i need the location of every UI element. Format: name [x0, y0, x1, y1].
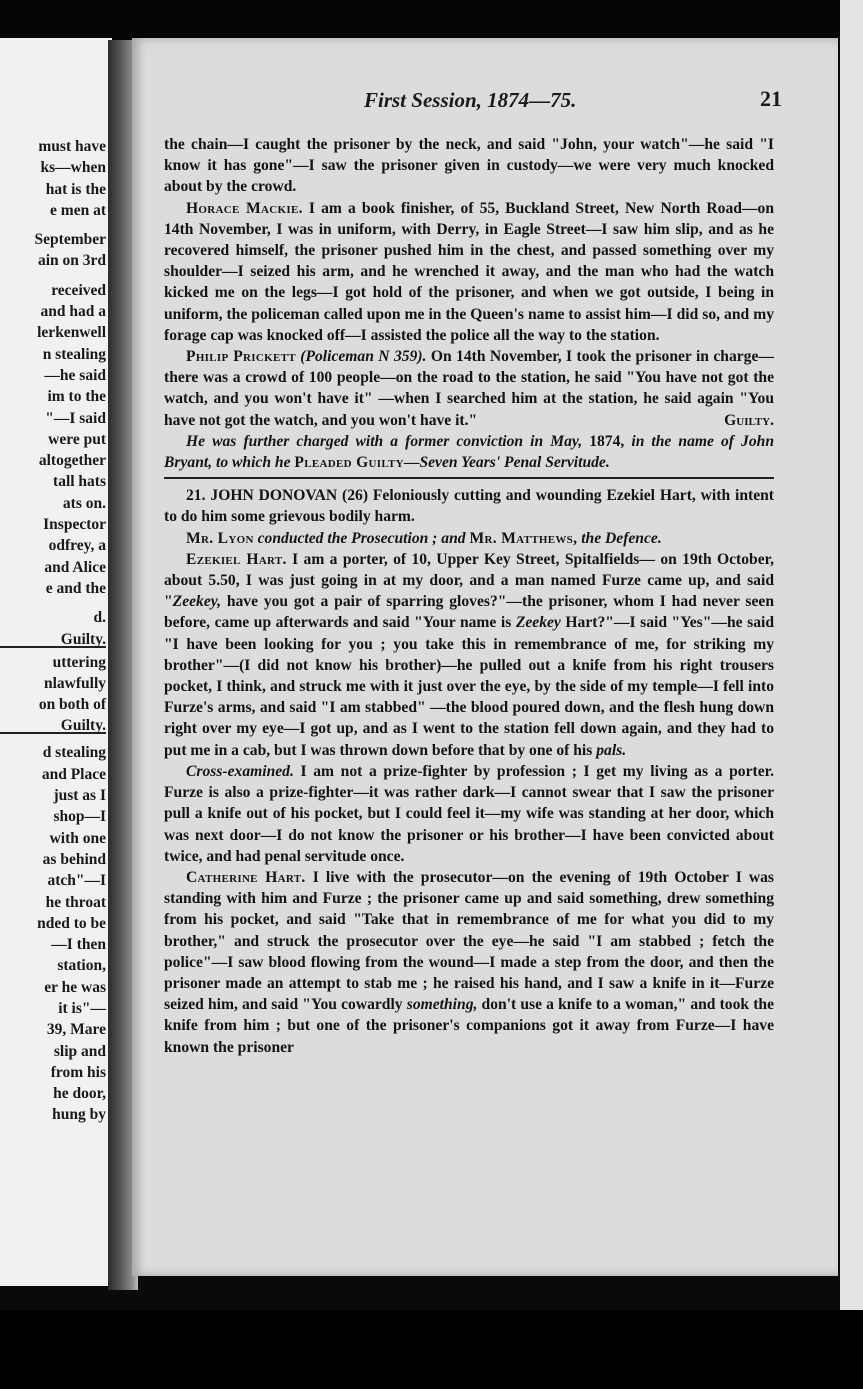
- testimony-text: have you got a pair of sparring gloves?"—the prisoner, whom I had never seen before, came up afterwards and said "Your name is: [164, 593, 774, 632]
- defence-text: the Defence.: [581, 529, 662, 547]
- cross-examined-label: Cross-examined.: [186, 762, 294, 780]
- previous-page-line: lerkenwell: [37, 324, 106, 342]
- previous-page-lines: [0, 136, 106, 1126]
- previous-page-line: nded to be: [37, 914, 106, 932]
- case-divider: [164, 477, 774, 479]
- case-heading: [164, 485, 774, 527]
- counsel-line: [164, 528, 774, 549]
- previous-page-line: station,: [57, 957, 106, 975]
- witness-role: (Policeman N 359).: [300, 348, 427, 366]
- previous-page-line: d.: [93, 609, 106, 627]
- previous-page-line: September: [34, 231, 106, 249]
- previous-page-line: altogether: [38, 452, 106, 470]
- testimony-ezekiel-hart: [164, 549, 774, 761]
- page-body: [164, 134, 774, 1058]
- prosecution-text: conducted the Prosecution ;: [257, 529, 438, 547]
- previous-page-line: d stealing: [42, 744, 106, 762]
- prosecution-counsel: Mr. Lyon: [186, 529, 254, 547]
- testimony-text: On 14th November, I took the prisoner in charge—there was a crowd of 100 people—on the road to the station, he said "You have not got the watch, and you won't have it" —when I searched him at the station, he said again "You have not got the watch, and you won't have it.": [164, 348, 774, 429]
- previous-page-line: e men at: [50, 201, 106, 219]
- testimony-horace-mackie: [164, 198, 774, 346]
- previous-page-line: nlawfully: [43, 674, 106, 692]
- previous-page-line: uttering: [52, 653, 106, 671]
- previous-page-line: er he was: [44, 978, 106, 996]
- paragraph-chain: the chain—I caught the prisoner by the neck, and said "John, your watch"—he said "I know it has gone"—I saw the prisoner given in custody—we were very much knocked about by the crowd.: [164, 136, 774, 196]
- bottom-dark-border: [0, 1310, 863, 1389]
- previous-page-line: e and the: [45, 579, 106, 597]
- sentence: —Seven Years' Penal Servitude.: [403, 454, 610, 472]
- testimony-italic: something,: [406, 996, 478, 1014]
- testimony-catherine-hart: [164, 867, 774, 1058]
- previous-page-line: on both of: [38, 696, 106, 714]
- previous-page-line: he throat: [45, 893, 106, 911]
- previous-page-line: ks—when: [40, 159, 106, 177]
- previous-page-line: just as I: [53, 787, 106, 805]
- further-charge-text: in the name of John Bryant, to which he: [164, 432, 774, 472]
- top-dark-border: [0, 0, 863, 40]
- previous-page-line: atch"—I: [47, 872, 106, 890]
- defence-counsel: Mr. Matthews,: [469, 529, 578, 547]
- previous-page-line: odfrey, a: [48, 537, 106, 555]
- right-edge-strip: [840, 0, 863, 1389]
- witness-name: Ezekiel Hart.: [186, 550, 287, 568]
- testimony-text: I am a book finisher, of 55, Buckland Street, New North Road—on 14th November, I was in uniform, with Derry, in Eagle Street—I saw him slip, and as he recovered himself, the prisoner pushed him in the chest, and passed something over my shoulder—I seized his arm, and he wrenched it away, and the man who had the watch kicked me on the legs—I got hold of the prisoner, and when we got outside, I being in uniform, the policeman called upon me in the Queen's name to assist him—I did so, and my forage cap was knocked off—I assisted the police all the way to the station.: [164, 199, 774, 344]
- charge-text: Feloniously cutting and wounding Ezekiel Hart, with intent to do him some grievous bodily harm.: [164, 487, 774, 526]
- previous-page-line: Guilty.: [0, 715, 106, 734]
- previous-page-line: ain on 3rd: [37, 252, 106, 270]
- previous-page-fragment: [0, 38, 112, 1286]
- previous-page-line: and Place: [41, 765, 106, 783]
- previous-page-line: shop—I: [53, 808, 106, 826]
- previous-page-line: must have: [38, 138, 106, 155]
- previous-page-line: and Alice: [44, 558, 106, 576]
- case-number: 21.: [186, 487, 206, 505]
- defendant-name: JOHN DONOVAN: [210, 487, 338, 505]
- previous-page-line: hung by: [52, 1106, 106, 1124]
- previous-page-line: slip and: [53, 1042, 106, 1060]
- previous-page-line: Inspector: [43, 516, 106, 534]
- testimony-italic: pals.: [596, 741, 627, 759]
- previous-page-line: 39, Mare: [46, 1021, 106, 1039]
- testimony-italic: Zeekey,: [172, 593, 221, 611]
- previous-page-line: "—I said: [45, 409, 106, 427]
- previous-page-line: were put: [48, 430, 106, 448]
- testimony-text: Hart?"—I said "Yes"—he said "I have been looking for you ; you take this in remembrance of me, for striking my brother"—(I did not know his brother)—he pulled out a knife from his right trousers pocket, I think, and struck me with it just over the eye, by the side of my temple—I fell into Furze's arms, and said "I am stabbed" —the blood poured down, and the flesh hung down right over my eye—I got up, and as I went to the station fell down again, and they had to put me in a cab, but I was thrown down before that by one of his: [164, 614, 774, 759]
- running-title: First Session, 1874—75.: [364, 88, 577, 112]
- page-21: [132, 38, 838, 1276]
- previous-page-line: n stealing: [42, 345, 106, 363]
- further-charge-year: 1874,: [589, 432, 625, 450]
- page-number: 21: [760, 86, 782, 111]
- conjunction: and: [441, 529, 466, 547]
- running-header: [132, 88, 838, 112]
- witness-name: Catherine Hart.: [186, 868, 306, 886]
- previous-page-line: it is"—: [58, 999, 106, 1017]
- testimony-text: I live with the prosecutor—on the evening of 19th October I was standing with him and Furze ; the prisoner came up and said something, drew something from his pocket, and said "Take that in remembrance of me for what you did to my brother," and struck the prosecutor over the eye—he said "I am stabbed ; fetch the police"—I saw blood flowing from the wound—I made a step from the door, and then the prisoner made an attempt to stab me ; he raised his hand, and I saw a knife in it—Furze seized him, and said "You cowardly: [164, 868, 774, 1014]
- previous-page-line: tall hats: [53, 473, 106, 491]
- previous-page-line: from his: [50, 1063, 106, 1081]
- plea: Pleaded Guilty: [294, 454, 404, 472]
- previous-page-line: hat is the: [45, 180, 106, 198]
- witness-name: Philip Prickett: [186, 348, 296, 366]
- previous-page-line: —he said: [44, 366, 106, 384]
- witness-name: Horace Mackie.: [186, 199, 303, 217]
- previous-page-line: Guilty.: [0, 629, 106, 648]
- testimony-text: I am a porter, of 10, Upper Key Street, Spitalfields— on 19th October, about 5.50, I was just going in at my door, and a man named Furze came up, and said ": [164, 550, 775, 611]
- testimony-text: I am not a prize-fighter by profession ; I get my living as a porter. Furze is also a prize-fighter—it was rather dark—I cannot swear that I saw the prisoner pull a knife out of his pocket, but I could feel it—my wife was standing at her door, which was next door—I do not know the prisoner or his brother—I have been convicted about twice, and had penal servitude once.: [164, 762, 774, 865]
- further-charge-text: He was further charged with a former conviction in May,: [186, 432, 583, 450]
- previous-page-line: he door,: [53, 1085, 106, 1103]
- previous-page-line: —I then: [51, 936, 106, 954]
- previous-page-line: received: [51, 281, 106, 299]
- testimony-italic: Zeekey: [515, 614, 561, 632]
- testimony-text: don't use a knife to a woman," and took the knife from him ; but one of the prisoner's companions got it away from Furze—I have known the prisoner: [164, 996, 774, 1056]
- further-charge: [164, 431, 774, 473]
- previous-page-line: ats on.: [62, 494, 106, 512]
- previous-page-line: and had a: [40, 303, 106, 321]
- defendant-age: (26): [342, 487, 369, 505]
- previous-page-line: with one: [49, 829, 106, 847]
- verdict: Guilty.: [724, 411, 774, 429]
- previous-page-line: im to the: [47, 388, 106, 406]
- testimony-philip-prickett: [164, 346, 774, 431]
- cross-examination: [164, 761, 774, 867]
- previous-page-line: as behind: [42, 850, 106, 868]
